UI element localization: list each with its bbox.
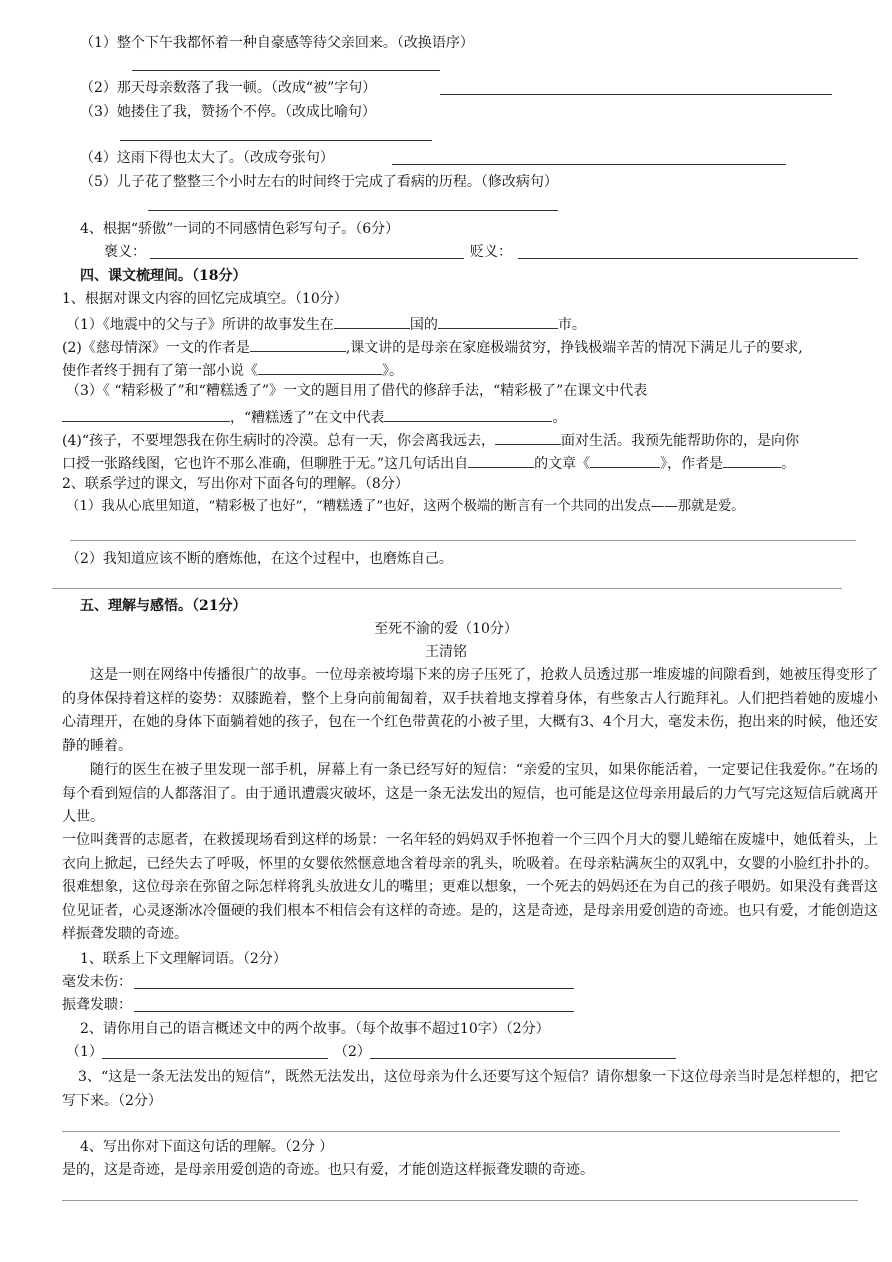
section-four-title: 四、课文梳理间。（18分） [80, 268, 247, 284]
blank-article[interactable] [590, 452, 660, 468]
answer-line-q2[interactable] [440, 94, 832, 95]
blank-author[interactable] [250, 336, 346, 352]
reading-q1: 1、联系上下文理解词语。（2分） [80, 951, 287, 967]
sentence-q2: （2）那天母亲数落了我一顿。（改成“被”字句） [80, 80, 377, 96]
answer-line-understand-2[interactable] [52, 588, 842, 589]
article-title: 至死不渝的爱（10分） [374, 621, 518, 637]
article-paragraph-1: 这是一则在网络中传播很广的故事。一位母亲被垮塌下来的房子压死了，抢救人员透过那一堆废墟的间隙看到，她被压得变形了的身体保持着这样的姿势：双膝跪着，整个上身向前匍匐着，双手扶着地支撑着身体，有些象古人行跪拜礼。人们把挡着她的废墟小心清理开，在她的身体下面躺着她的孩子，包在一个红色带黄花的小被子里，大概有3、4个月大，毫发未伤，抱出来的时候，他还安静的睡着。 [62, 667, 878, 754]
reading-q4-sentence: 是的，这是奇迹，是母亲用爱创造的奇迹。也只有爱，才能创造这样振聋发聩的奇迹。 [62, 1162, 594, 1178]
fill-1: （1）《地震中的父与子》所讲的故事发生在 国的 市。 [66, 313, 586, 334]
word-2-label: 振聋发聩： [62, 997, 132, 1013]
fill-4: (4)“孩子，不要埋怨我在你生病时的冷漠。总有一天，你会离我远去， 面对生活。我预先能帮助你的，是向你 [62, 429, 799, 450]
fill-4-cont: 口授一张路线图，它也许不那么准确，但聊胜于无。”这几句话出自 的文章《 》，作者是 。 [62, 452, 795, 473]
sentence-q3: （3）她搂住了我，赞扬个不停。（改成比喻句） [80, 104, 376, 120]
fill-3: （3）《 “精彩极了”和“糟糕透了”》一文的题目用了借代的修辞手法，“精彩极了”在课文中代表 [66, 383, 648, 399]
answer-line-q5[interactable] [148, 210, 558, 211]
fill-3-cont: ，“糟糕透了”在文中代表 。 [62, 406, 566, 427]
story-2-label: （2） [334, 1044, 371, 1060]
fill-2-cont: 使作者终于拥有了第一部小说《 》。 [62, 359, 403, 380]
word-2-answer-line[interactable] [134, 1011, 574, 1012]
sentence-q4: （4）这雨下得也太大了。（改成夸张句） [80, 150, 334, 166]
reading-q3: 3、“这是一条无法发出的短信”，既然无法发出，这位母亲为什么还要写这个短信？请你想象一下这位母亲当时是怎样想的，把它写下来。（2分） [62, 1069, 878, 1109]
answer-line-q4[interactable] [392, 164, 786, 165]
story-2-answer-line[interactable] [370, 1058, 676, 1059]
understand-1: （1）我从心底里知道，“精彩极了也好”，“糟糕透了”也好，这两个极端的断言有一个共同的出发点——那就是爱。 [66, 499, 745, 514]
section-four-q2: 2、联系学过的课文，写出你对下面各句的理解。（8分） [62, 476, 409, 492]
reading-q4: 4、写出你对下面这句话的理解。（2分 ） [80, 1139, 334, 1155]
reading-q4-answer-line[interactable] [62, 1200, 858, 1201]
praise-label: 褒义： [104, 244, 146, 260]
article-paragraph-2: 随行的医生在被子里发现一部手机，屏幕上有一条已经写好的短信：“亲爱的宝贝，如果你能活着，一定要记住我爱你。”在场的每个看到短信的人都落泪了。由于通讯遭震灾破坏，这是一条无法发出的短信，也可能是这位母亲用最后的力气写完这短信后就离开人世。 [62, 762, 878, 826]
derog-label: 贬义： [470, 244, 512, 260]
question-jiaoao: 4、根据“骄傲”一词的不同感情色彩写句子。（6分） [80, 221, 400, 237]
blank-represent-2[interactable] [384, 406, 552, 422]
blank-speaker[interactable] [468, 452, 534, 468]
reading-q2: 2、请你用自己的语言概述文中的两个故事。（每个故事不超过10字）（2分） [80, 1021, 550, 1037]
answer-line-q3[interactable] [120, 140, 432, 141]
story-1-label: （1） [66, 1044, 103, 1060]
blank-novel[interactable] [258, 359, 382, 375]
sentence-q1: （1）整个下午我都怀着一种自豪感等待父亲回来。（改换语序） [80, 35, 474, 51]
fill-2: (2)《慈母情深》一文的作者是 ,课文讲的是母亲在家庭极端贫穷，挣钱极端辛苦的情况下满足儿子的要求, [62, 336, 803, 357]
reading-q3-answer-line[interactable] [62, 1131, 840, 1132]
blank-city[interactable] [438, 313, 558, 329]
derog-answer-line[interactable] [518, 258, 858, 259]
answer-line-understand-1[interactable] [70, 540, 856, 541]
understand-2: （2）我知道应该不断的磨炼他，在这个过程中，也磨炼自己。 [66, 551, 453, 567]
sentence-q5: （5）儿子花了整整三个小时左右的时间终于完成了看病的历程。（修改病句） [80, 174, 558, 190]
answer-line-q1[interactable] [132, 70, 440, 71]
story-1-answer-line[interactable] [102, 1058, 328, 1059]
article-author: 王清铭 [425, 644, 467, 660]
praise-answer-line[interactable] [150, 258, 464, 259]
blank-face-life[interactable] [495, 429, 561, 445]
article-paragraph-3: 一位叫龚晋的志愿者，在救援现场看到这样的场景：一名年轻的妈妈双手怀抱着一个三四个月大的婴儿蜷缩在废墟中，她低着头，上衣向上掀起，已经失去了呼吸，怀里的女婴依然惬意地含着母亲的乳头，吮吸着。在母亲粘满灰尘的双乳中，女婴的小脸红扑扑的。很难想象，这位母亲在弥留之际怎样将乳头放进女儿的嘴里；更难以想象，一个死去的妈妈还在为自己的孩子喂奶。如果没有龚晋这位见证者，心灵逐渐冰冷僵硬的我们根本不相信会有这样的奇迹。是的，这是奇迹，是母亲用爱创造的奇迹。也只有爱，才能创造这样振聋发聩的奇迹。 [62, 832, 878, 943]
blank-represent-1[interactable] [62, 406, 230, 422]
blank-country[interactable] [334, 313, 410, 329]
section-four-q1: 1、根据对课文内容的回忆完成填空。（10分） [62, 291, 348, 307]
section-five-title: 五、理解与感悟。（21分） [80, 598, 247, 614]
blank-writer[interactable] [723, 452, 781, 468]
word-1-label: 毫发未伤： [62, 974, 132, 990]
word-1-answer-line[interactable] [134, 988, 574, 989]
